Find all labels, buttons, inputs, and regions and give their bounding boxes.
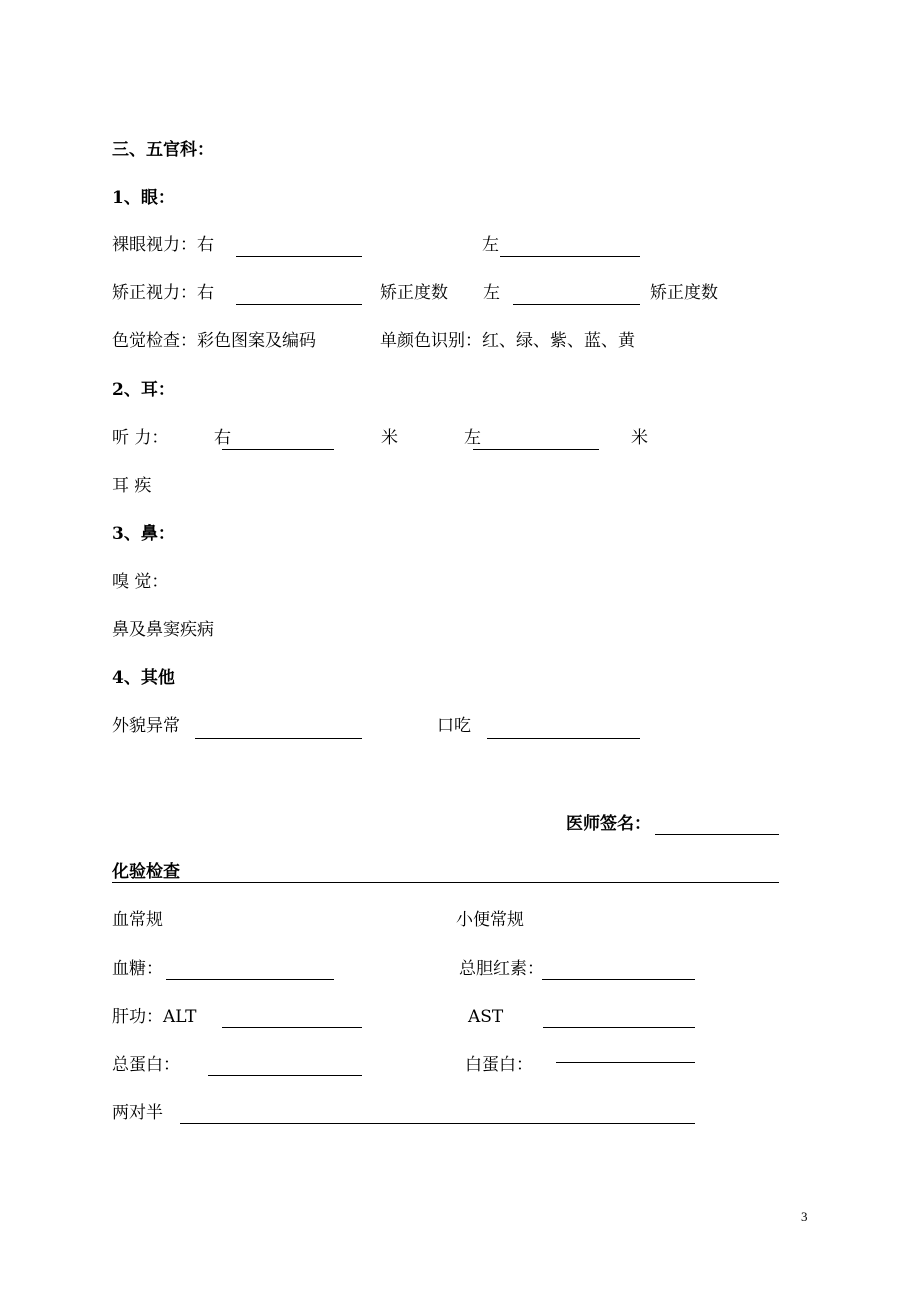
hearing-meter-label-2: 米 [631,428,648,448]
other-heading: 4、其他 [112,668,175,688]
urine-routine-label: 小便常规 [456,910,524,930]
two-half-field[interactable] [180,1123,695,1124]
ear-heading: 2、耳： [112,380,175,400]
doctor-signature-label: 医师签名： [566,814,651,834]
nose-heading: 3、鼻： [112,524,175,544]
hearing-right-label: 右 [214,428,231,448]
two-half-label: 两对半 [112,1103,163,1123]
ast-label: AST [468,1007,504,1027]
liver-alt-label: 肝功：ALT [112,1007,197,1027]
single-color-label: 单颜色识别：红、绿、紫、蓝、黄 [380,331,635,351]
hearing-left-label: 左 [464,428,481,448]
albumin-label: 白蛋白： [465,1055,533,1075]
total-bilirubin-label: 总胆红素： [459,959,544,979]
ear-disease-label: 耳 疾 [112,476,152,496]
hearing-left-field[interactable] [473,449,599,450]
appearance-abnormal-label: 外貌异常 [112,716,180,736]
corrected-vision-left-field[interactable] [513,304,640,305]
stutter-label: 口吃 [437,716,471,736]
eye-heading: 1、眼： [112,188,175,208]
sinus-disease-label: 鼻及鼻窦疾病 [112,620,214,640]
hearing-meter-label-1: 米 [381,428,398,448]
hearing-label: 听 力： [112,428,169,448]
lab-section-divider [112,882,779,883]
doctor-signature-field[interactable] [655,834,779,835]
corrected-vision-right-field[interactable] [236,304,362,305]
blood-sugar-field[interactable] [166,979,334,980]
blood-sugar-label: 血糖： [112,959,163,979]
naked-vision-left-field[interactable] [500,256,640,257]
total-bilirubin-field[interactable] [542,979,695,980]
blood-routine-label: 血常规 [112,910,163,930]
section-title: 三、五官科： [112,140,214,160]
stutter-field[interactable] [487,738,640,739]
albumin-field[interactable] [556,1062,695,1063]
naked-vision-right-field[interactable] [236,256,362,257]
liver-alt-field[interactable] [222,1027,362,1028]
correction-degree-label-2: 矫正度数 [650,283,718,303]
total-protein-label: 总蛋白： [112,1055,180,1075]
naked-vision-label: 裸眼视力：右 [112,235,214,255]
corrected-vision-left-label: 左 [483,283,500,303]
ast-field[interactable] [543,1027,695,1028]
page-number: 3 [801,1209,808,1224]
hearing-right-field[interactable] [222,449,334,450]
smell-label: 嗅 觉： [112,572,169,592]
total-protein-field[interactable] [208,1075,362,1076]
naked-vision-left-label: 左 [482,235,499,255]
correction-degree-label-1: 矫正度数 [380,283,448,303]
appearance-abnormal-field[interactable] [195,738,362,739]
lab-section-title: 化验检查 [112,862,180,882]
corrected-vision-label: 矫正视力：右 [112,283,214,303]
color-vision-label: 色觉检查：彩色图案及编码 [112,331,316,351]
